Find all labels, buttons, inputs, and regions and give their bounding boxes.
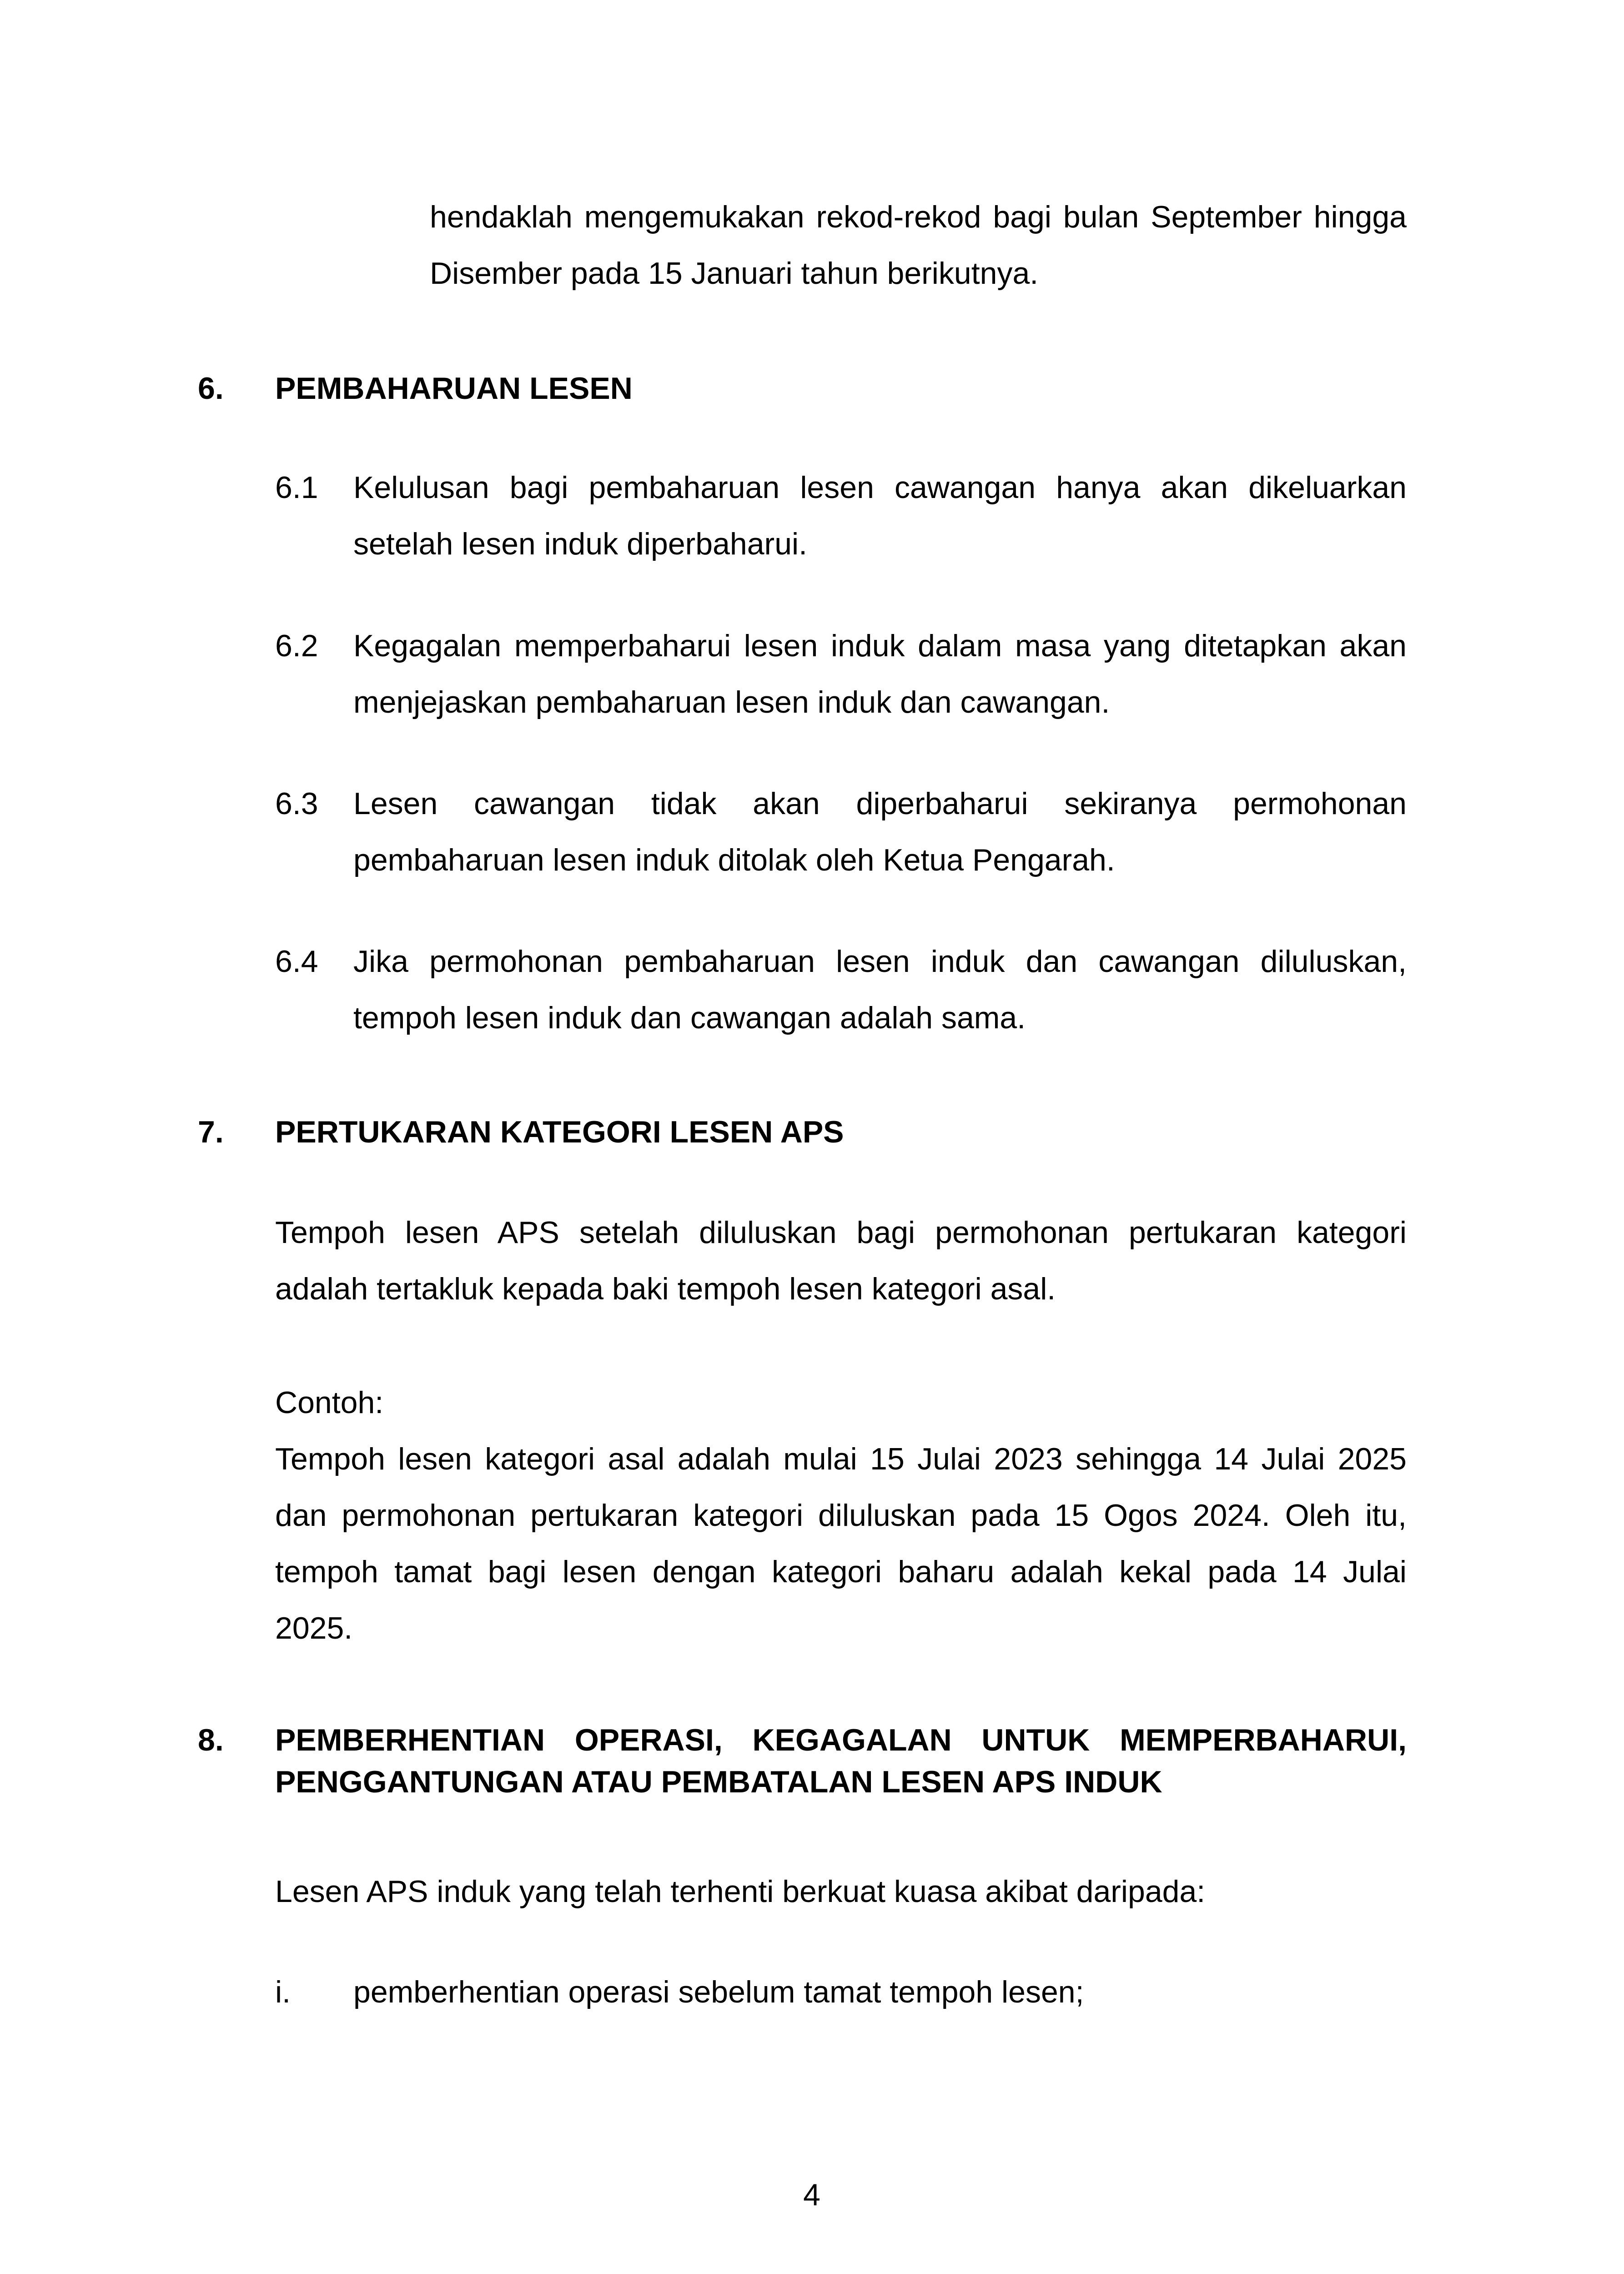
example-text: Tempoh lesen kategori asal adalah mulai 15 Julai 2023 sehingga 14 Julai 2025 dan permohonan pertukaran kategori diluluskan pada 15 Ogos 2024. Oleh itu, tempoh tamat bagi lesen dengan kategori baharu adalah kekal pada 14 Julai 2025. [275,1442,1407,1645]
item-6-3-text: Lesen cawangan tidak akan diperbaharui sekiranya permohonan pembaharuan lesen induk ditolak oleh Ketua Pengarah. [353,786,1407,877]
item-6-4-text: Jika permohonan pembaharuan lesen induk dan cawangan diluluskan, tempoh lesen induk dan cawangan adalah sama. [353,944,1407,1035]
intro-paragraph: hendaklah mengemukakan rekod-rekod bagi bulan September hingga Disember pada 15 Januari tahun berikutnya. [430,200,1407,291]
section-8-paragraph: Lesen APS induk yang telah terhenti berkuat kuasa akibat daripada: [275,1874,1206,1909]
section-7-number: 7. [198,1115,224,1149]
item-6-1-text: Kelulusan bagi pembaharuan lesen cawangan hanya akan dikeluarkan setelah lesen induk diperbaharui. [353,470,1407,561]
page-number: 4 [803,2178,820,2212]
item-6-2-text: Kegagalan memperbaharui lesen induk dalam masa yang ditetapkan akan menjejaskan pembaharuan lesen induk dan cawangan. [353,629,1407,719]
section-6-title: PEMBAHARUAN LESEN [275,371,633,406]
item-i-number: i. [275,1975,291,2009]
item-6-3-number: 6.3 [275,786,318,821]
item-i-text: pemberhentian operasi sebelum tamat tempoh lesen; [353,1975,1084,2009]
item-6-1-number: 6.1 [275,470,318,505]
section-8-title: PEMBERHENTIAN OPERASI, KEGAGALAN UNTUK MEMPERBAHARUI, PENGGANTUNGAN ATAU PEMBATALAN LESEN APS INDUK [275,1723,1407,1799]
item-6-2-number: 6.2 [275,629,318,663]
section-6-number: 6. [198,371,224,406]
section-7-title: PERTUKARAN KATEGORI LESEN APS [275,1115,844,1149]
item-6-4-number: 6.4 [275,944,318,979]
example-label: Contoh: [275,1385,384,1420]
section-7-paragraph: Tempoh lesen APS setelah diluluskan bagi permohonan pertukaran kategori adalah tertakluk kepada baki tempoh lesen kategori asal. [275,1215,1407,1306]
section-8-number: 8. [198,1723,224,1757]
